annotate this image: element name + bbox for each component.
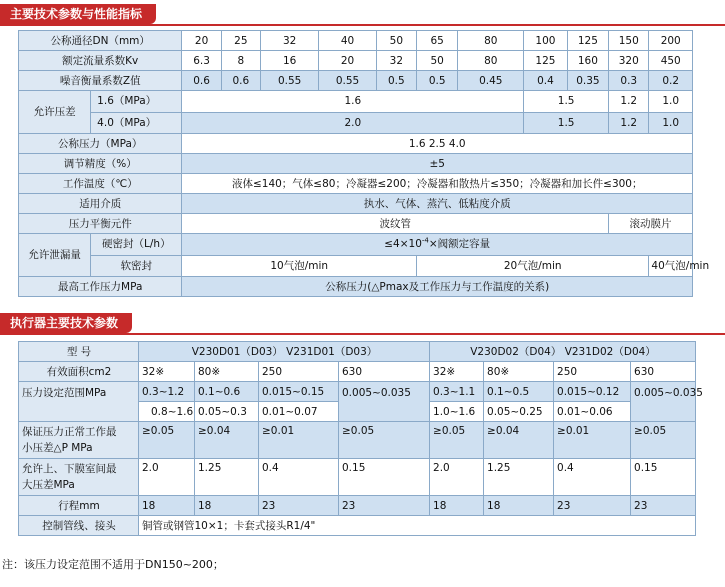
temp-row [19,174,693,194]
pipe-label: 控制管线、接头 [19,516,139,536]
dn-cell: 100 [524,31,568,51]
stroke-cell: 23 [339,496,430,516]
z-row [19,71,693,91]
hard-seal-value [182,234,693,256]
stroke-cell: 18 [430,496,484,516]
dn-label: 公称通径DN（mm） [19,31,182,51]
max-dp-cell: 0.4 [259,459,339,496]
kv-label: 额定流量系数Kv [19,51,182,71]
kv-row [19,51,693,71]
dp16-value-a: 1.6 [182,91,524,113]
temp-value: 液体≤140；气体≤80；冷凝器≤200；冷凝器和散热片≤350；冷凝器和加长件≤300； [182,174,693,194]
range-cell: 0.05~0.3 [195,402,259,422]
dp16-value-b: 1.5 [524,91,609,113]
z-cell: 0.2 [649,71,693,91]
min-dp-cell: ≥0.05 [139,422,195,459]
pn-row [19,134,693,154]
dn-cell: 80 [458,31,524,51]
min-dp-label-line2: 小压差△P MPa [22,442,93,454]
section-divider [0,24,725,26]
soft-seal-value-b: 20气泡/min [417,255,649,277]
dp16-row [19,91,693,113]
balance-value-a: 波纹管 [182,214,609,234]
max-dp-label-line2: 大压差MPa [22,479,75,491]
max-dp-label [19,459,139,496]
range-cell: 0.1~0.5 [484,382,554,402]
min-dp-label-line1: 保证压力正常工作最 [22,426,117,438]
dn-cell: 125 [567,31,608,51]
model-group-a: V230D01（D03） V231D01（D03） [139,342,430,362]
kv-cell: 32 [376,51,416,71]
dp-label: 允许压差 [19,91,91,134]
stroke-label: 行程mm [19,496,139,516]
max-dp-cell: 0.15 [631,459,696,496]
z-cell: 0.55 [319,71,376,91]
kv-cell: 8 [221,51,260,71]
section-header-actuator-specs: 执行器主要技术参数 [0,313,132,333]
dp40-label: 4.0（MPa） [91,112,182,134]
kv-cell: 125 [524,51,568,71]
pipe-value: 铜管或钢管10×1；卡套式接头R1/4" [139,516,696,536]
min-dp-cell: ≥0.05 [430,422,484,459]
kv-cell: 160 [567,51,608,71]
range-cell: 0.1~0.6 [195,382,259,402]
acc-value: ±5 [182,154,693,174]
acc-row [19,154,693,174]
balance-value-b: 滚动膜片 [609,214,693,234]
min-dp-cell: ≥0.05 [339,422,430,459]
dn-cell: 25 [221,31,260,51]
leak-label: 允许泄漏量 [19,234,91,277]
range-label: 压力设定范围MPa [19,382,139,422]
hard-seal-row [19,234,693,256]
max-dp-cell: 0.15 [339,459,430,496]
dp40-value-b: 1.5 [524,112,609,134]
area-row [19,362,696,382]
kv-cell: 6.3 [182,51,221,71]
range-cell: 0.01~0.07 [259,402,339,422]
max-dp-cell: 0.4 [554,459,631,496]
main-specs-table [18,30,710,297]
z-cell: 0.6 [221,71,260,91]
dn-cell: 65 [417,31,458,51]
area-cell: 80※ [195,362,259,382]
pn-value: 1.6 2.5 4.0 [182,134,693,154]
dp16-label: 1.6（MPa） [91,91,182,113]
dn-cell: 32 [260,31,318,51]
section-divider [0,333,725,335]
min-dp-cell: ≥0.01 [554,422,631,459]
area-cell: 250 [259,362,339,382]
kv-cell: 16 [260,51,318,71]
area-cell: 630 [339,362,430,382]
hard-seal-exponent: -4 [421,236,429,245]
z-cell: 0.45 [458,71,524,91]
max-dp-label-line1: 允许上、下膜室间最 [22,463,117,475]
z-cell: 0.3 [609,71,649,91]
range-cell: 0.015~0.15 [259,382,339,402]
range-cell: 1.0~1.6 [430,402,484,422]
hard-seal-suffix: ×阀额定容量 [428,238,491,251]
z-label: 噪音衡量系数Z值 [19,71,182,91]
max-dp-cell: 1.25 [195,459,259,496]
stroke-cell: 23 [554,496,631,516]
area-cell: 630 [631,362,696,382]
dp40-value-a: 2.0 [182,112,524,134]
model-label: 型 号 [19,342,139,362]
temp-label: 工作温度（℃） [19,174,182,194]
pipe-row [19,516,696,536]
min-dp-cell: ≥0.04 [195,422,259,459]
model-group-b: V230D02（D04） V231D02（D04） [430,342,696,362]
range-cell: 0.005~0.035 [631,382,696,422]
soft-seal-value-c: 40气泡/min [649,255,693,277]
stroke-cell: 23 [259,496,339,516]
acc-label: 调节精度（%） [19,154,182,174]
range-cell: 0.8~1.6 [139,402,195,422]
range-row-1 [19,382,696,402]
min-dp-cell: ≥0.04 [484,422,554,459]
balance-row [19,214,693,234]
kv-cell: 320 [609,51,649,71]
range-cell: 0.01~0.06 [554,402,631,422]
z-cell: 0.4 [524,71,568,91]
kv-cell: 80 [458,51,524,71]
media-value: 执水、气体、蒸汽、低粘度介质 [182,194,693,214]
media-label: 适用介质 [19,194,182,214]
hard-seal-prefix: ≤4×10 [384,238,422,251]
z-cell: 0.5 [417,71,458,91]
max-dp-row [19,459,696,496]
stroke-cell: 18 [139,496,195,516]
range-cell: 0.3~1.2 [139,382,195,402]
dp16-value-d: 1.0 [649,91,693,113]
maxp-label: 最高工作压力MPa [19,277,182,297]
max-dp-cell: 2.0 [430,459,484,496]
stroke-row [19,496,696,516]
min-dp-label [19,422,139,459]
z-cell: 0.5 [376,71,416,91]
max-dp-cell: 1.25 [484,459,554,496]
maxp-row [19,277,693,297]
dn-cell: 50 [376,31,416,51]
range-cell: 0.005~0.035 [339,382,430,422]
pn-label: 公称压力（MPa） [19,134,182,154]
dn-cell: 150 [609,31,649,51]
dn-cell: 200 [649,31,693,51]
max-dp-cell: 2.0 [139,459,195,496]
model-row [19,342,696,362]
z-cell: 0.6 [182,71,221,91]
actuator-specs-table [18,341,703,536]
area-label: 有效面积cm2 [19,362,139,382]
kv-cell: 50 [417,51,458,71]
dn-cell: 20 [182,31,221,51]
min-dp-row [19,422,696,459]
area-cell: 32※ [139,362,195,382]
soft-seal-label: 软密封 [91,255,182,277]
area-cell: 80※ [484,362,554,382]
stroke-cell: 18 [195,496,259,516]
min-dp-cell: ≥0.05 [631,422,696,459]
kv-cell: 20 [319,51,376,71]
balance-label: 压力平衡元件 [19,214,182,234]
area-cell: 250 [554,362,631,382]
range-cell: 0.05~0.25 [484,402,554,422]
dp40-value-c: 1.2 [609,112,649,134]
dp40-value-d: 1.0 [649,112,693,134]
z-cell: 0.55 [260,71,318,91]
dp40-row [19,112,693,134]
media-row [19,194,693,214]
footnote: 注：该压力设定范围不适用于DN150~200； [2,558,224,571]
min-dp-cell: ≥0.01 [259,422,339,459]
stroke-cell: 23 [631,496,696,516]
soft-seal-value-a: 10气泡/min [182,255,417,277]
stroke-cell: 18 [484,496,554,516]
dn-row [19,31,693,51]
range-cell: 0.3~1.1 [430,382,484,402]
maxp-value: 公称压力(△Pmax及工作压力与工作温度的关系) [182,277,693,297]
range-cell: 0.015~0.12 [554,382,631,402]
kv-cell: 450 [649,51,693,71]
section-header-main-specs: 主要技术参数与性能指标 [0,4,156,24]
dp16-value-c: 1.2 [609,91,649,113]
dn-cell: 40 [319,31,376,51]
soft-seal-row [19,255,693,277]
z-cell: 0.35 [567,71,608,91]
hard-seal-label: 硬密封（L/h） [91,234,182,256]
area-cell: 32※ [430,362,484,382]
